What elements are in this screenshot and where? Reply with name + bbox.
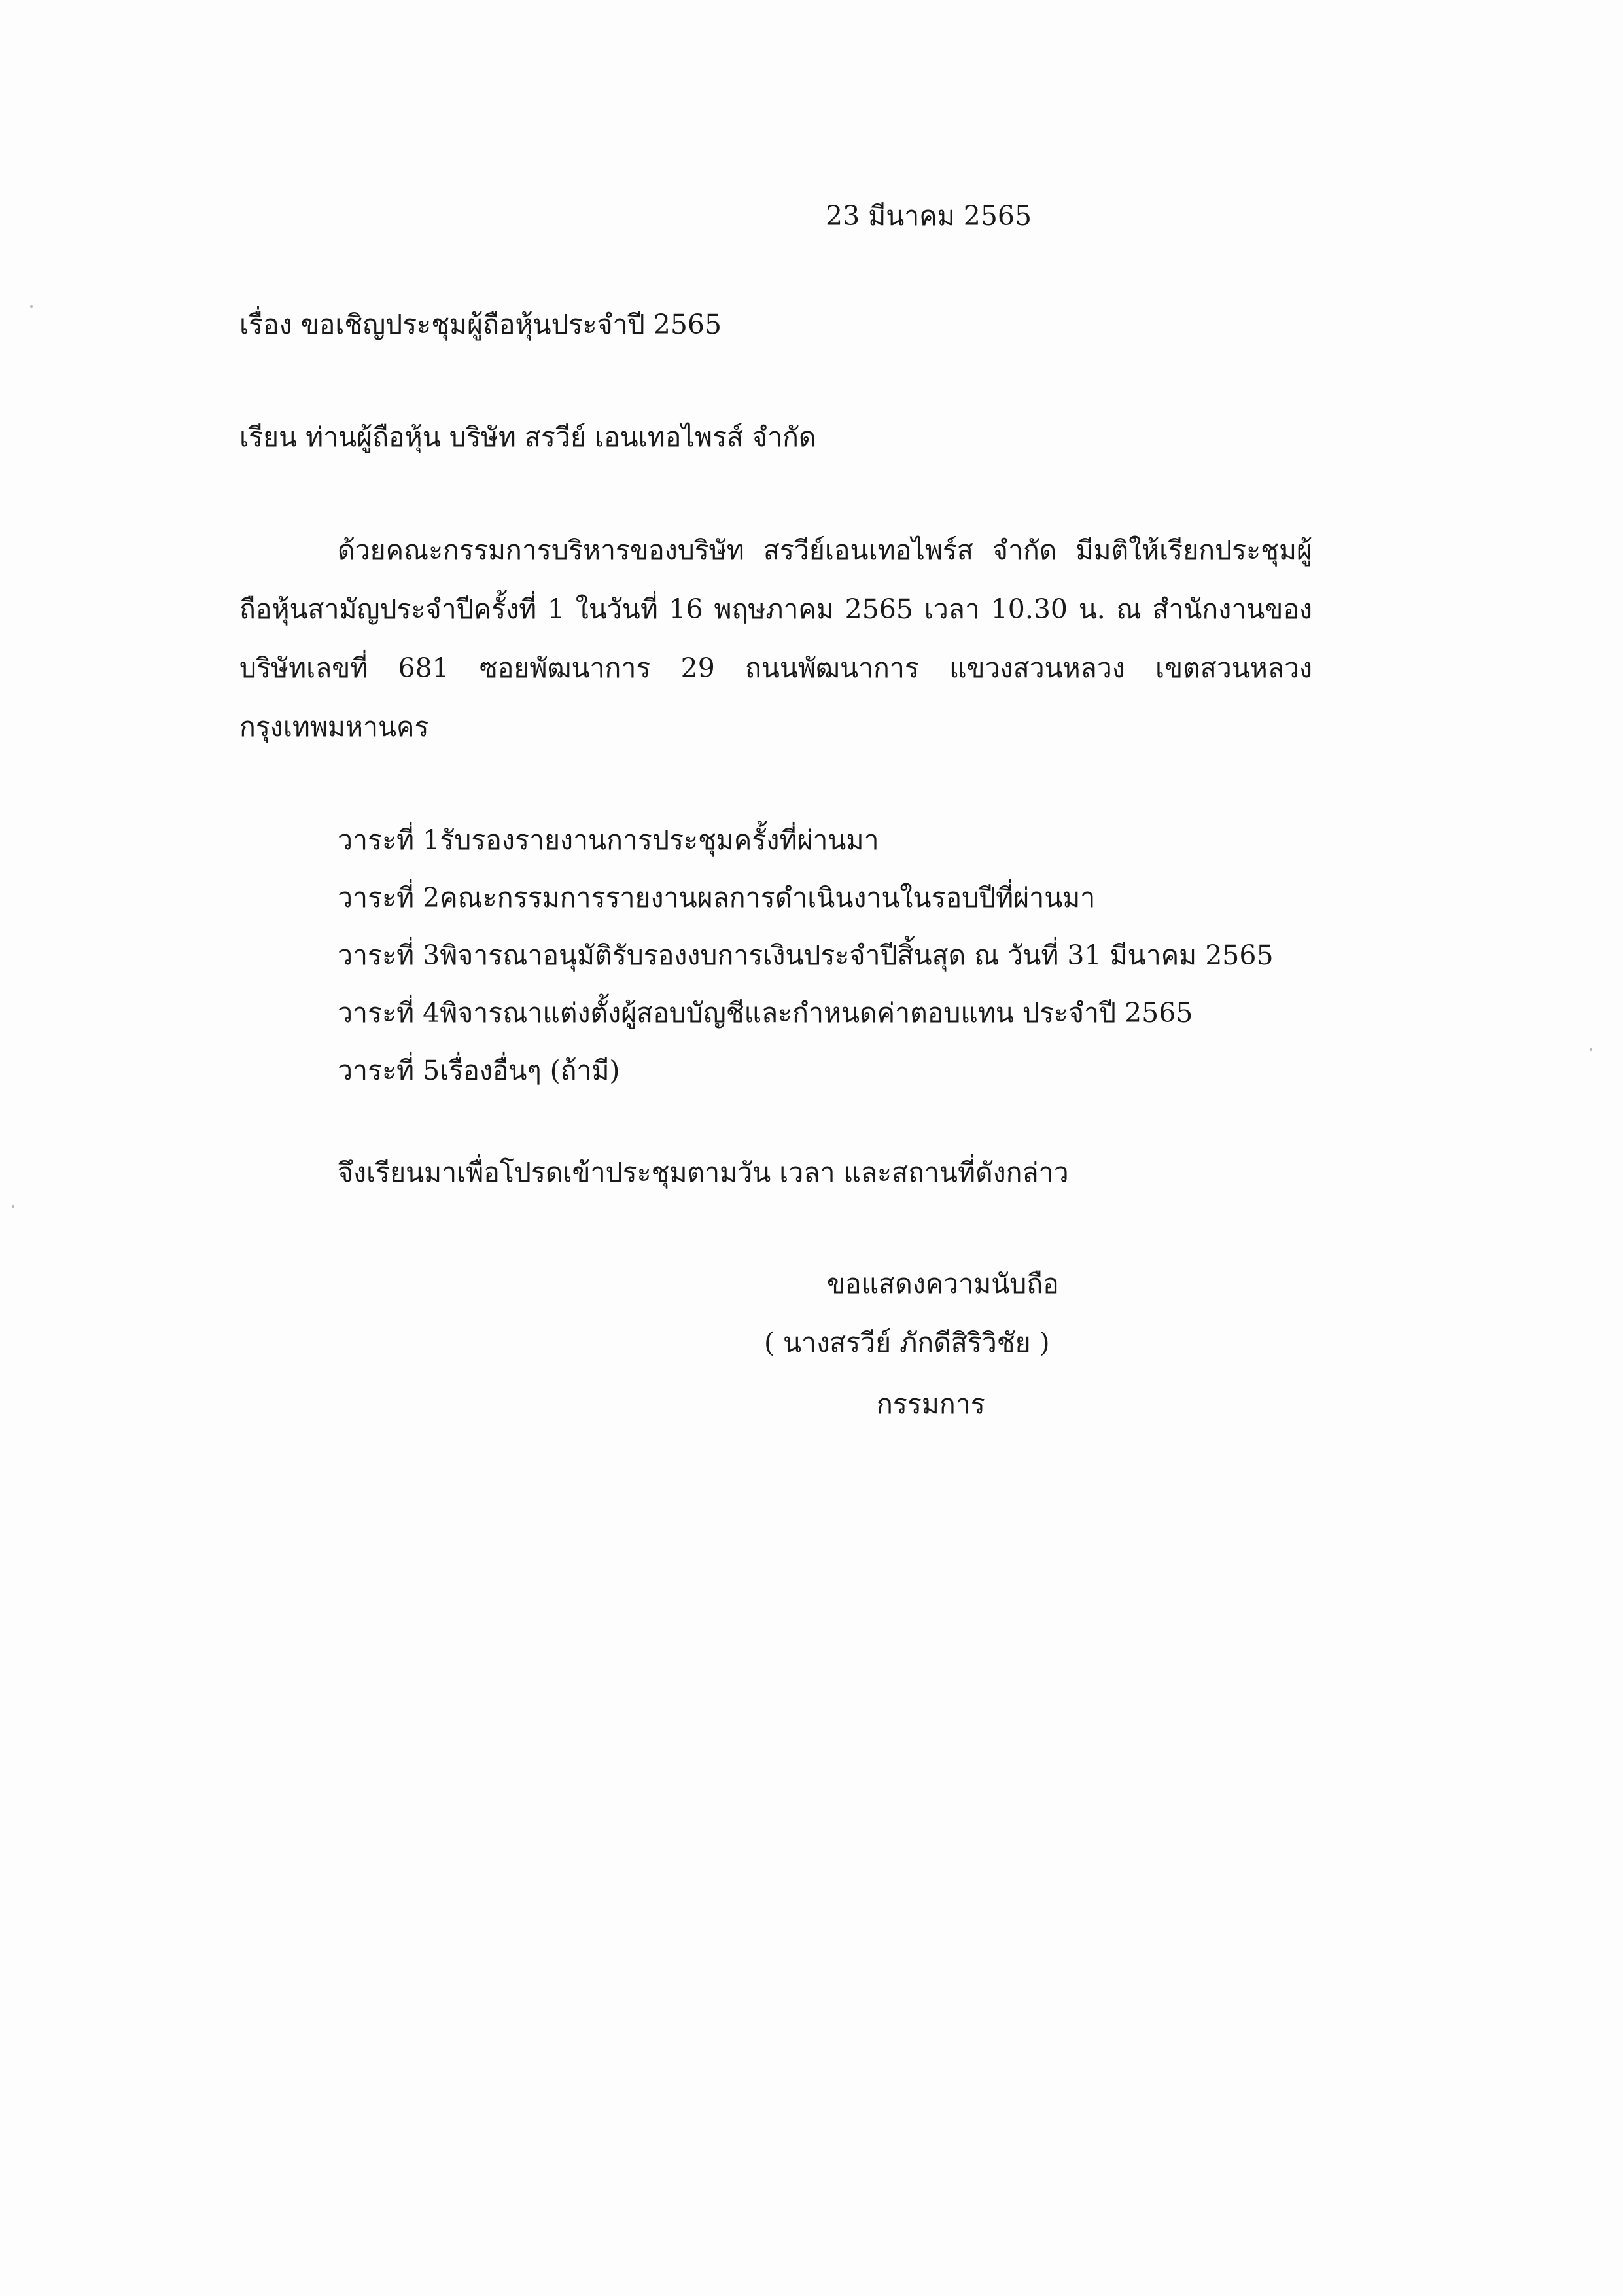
letter-subject: เรื่อง ขอเชิญประชุมผู้ถือหุ้นประจำปี 2565 [239, 309, 722, 340]
letter-recipient: เรียน ท่านผู้ถือหุ้น บริษัท สรวีย์ เอนเทอไพรส์ จำกัด [239, 421, 816, 453]
agenda-item-text: พิจารณาอนุมัติรับรองงบการเงินประจำปีสิ้นสุด ณ วันที่ 31 มีนาคม 2565 [440, 940, 1274, 971]
agenda-item-text: รับรองรายงานการประชุมครั้งที่ผ่านมา [440, 824, 879, 856]
scan-speck [1590, 1048, 1592, 1051]
letter-closing: จึงเรียนมาเพื่อโปรดเข้าประชุมตามวัน เวลา และสถานที่ดังกล่าว [338, 1157, 1069, 1188]
agenda-item [338, 811, 1274, 869]
agenda-item [338, 927, 1274, 984]
agenda-item-text: เรื่องอื่นๆ (ถ้ามี) [440, 1055, 620, 1086]
agenda-item-label: วาระที่ 2 [338, 882, 440, 913]
agenda-item-label: วาระที่ 5 [338, 1055, 440, 1086]
scan-speck [12, 1205, 14, 1208]
letter-body-text: ด้วยคณะกรรมการบริหารของบริษัท สรวีย์เอนเทอไพร์ส จำกัด มีมติให้เรียกประชุมผู้ถือหุ้นสามัญประจำปีครั้งที่ 1 ในวันที่ 16 พฤษภาคม 2565 เวลา 10.30 น. ณ สำนักงานของบริษัทเลขที่ 681 ซอยพัฒนาการ 29 ถนนพัฒนาการ แขวงสวนหลวง เขตสวนหลวง กรุงเทพมหานคร [239, 535, 1312, 743]
agenda-item-text: คณะกรรมการรายงานผลการดำเนินงานในรอบปีที่ผ่านมา [440, 882, 1096, 913]
scan-speck [30, 305, 33, 308]
letter-regards: ขอแสดงความนับถือ [827, 1268, 1059, 1299]
letter-date: 23 มีนาคม 2565 [826, 200, 1032, 232]
agenda-item [338, 1042, 1274, 1099]
agenda-list [338, 811, 1274, 1099]
letter-body-paragraph [239, 521, 1312, 756]
agenda-item [338, 984, 1274, 1042]
agenda-item [338, 869, 1274, 927]
agenda-item-text: พิจารณาแต่งตั้งผู้สอบบัญชีและกำหนดค่าตอบแทน ประจำปี 2565 [440, 997, 1193, 1029]
signatory-position: กรรมการ [877, 1388, 985, 1420]
agenda-item-label: วาระที่ 3 [338, 940, 440, 971]
agenda-item-label: วาระที่ 1 [338, 824, 440, 856]
signatory-name: ( นางสรวีย์ ภักดีสิริวิชัย ) [764, 1327, 1050, 1358]
agenda-item-label: วาระที่ 4 [338, 997, 440, 1029]
